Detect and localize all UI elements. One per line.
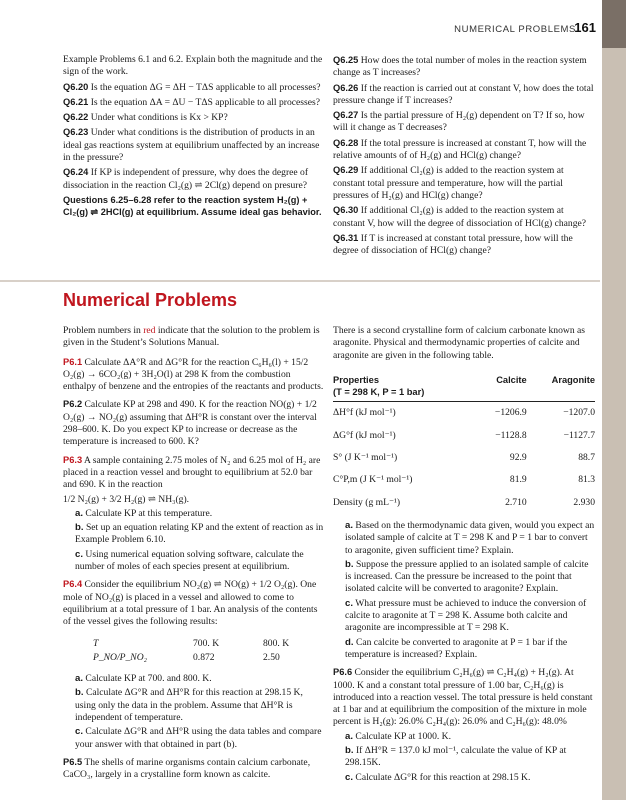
question-item <box>333 109 595 135</box>
sub-question-text: Calculate ΔG°R for this reaction at 298.15 K. <box>355 771 531 783</box>
question-number: Q6.22 <box>63 112 89 123</box>
intro-text: Example Problems 6.1 and 6.2. Explain both the magnitude and the sign of the work. <box>63 54 323 78</box>
table-row <box>333 402 595 425</box>
table-cell: 800. K <box>263 637 290 649</box>
table-row <box>333 492 595 514</box>
table-cell: P_NO/P_NO₂ <box>93 651 147 663</box>
sub-question-label: a. <box>75 673 84 685</box>
sub-question-label: b. <box>345 745 354 757</box>
sub-question <box>63 549 325 574</box>
table-cell: 88.7 <box>578 452 595 464</box>
problem-text: The shells of marine organisms contain calcium carbonate, CaCO₃, largely in a crystalline form known as calcite. <box>63 756 311 781</box>
sub-question-label: c. <box>345 771 354 783</box>
table-row <box>93 651 289 665</box>
sub-question-text: Set up an equation relating KP and the extent of reaction as in Example Problem 6.10. <box>75 522 324 546</box>
problem-6-6-parts <box>333 731 595 784</box>
properties-table <box>333 374 595 514</box>
table-cell: 81.9 <box>509 474 527 486</box>
sub-question-text: Calculate ΔG°R and ΔH°R for this reaction at 298.15 K, using only the data in the problem. Assume that ΔH°R is independent of temperature. <box>75 687 303 724</box>
sub-question-text: Calculate KP at this temperature. <box>85 507 213 519</box>
question-number: Q6.23 <box>63 127 89 138</box>
problem-text: A sample containing 2.75 moles of N₂ and 6.25 mol of H₂ are placed in a reaction vessel and brought to equilibrium at 52.0 bar and 690. K in the reaction <box>63 454 321 491</box>
sub-question <box>333 559 595 596</box>
sub-question-label: a. <box>345 519 354 531</box>
left-question-list <box>63 81 325 192</box>
problem-text: Calculate ΔA°R and ΔG°R for the reaction C₆H₆(l) + 15/2 O₂(g) → 6CO₂(g) + 3H₂O(l) at 298 K from the combustion enthalpy of benzene and the entropies of the reactants and products. <box>63 356 324 393</box>
sub-question <box>333 731 595 743</box>
table-cell: T <box>93 637 99 649</box>
question-item <box>333 137 595 163</box>
page-edge-tab-dark <box>602 0 626 48</box>
question-number: Q6.29 <box>333 165 359 176</box>
question-text: Is the equation ΔG = ΔH − TΔS applicable to all processes? <box>90 81 321 93</box>
problem-6-3-equation: 1/2 N₂(g) + 3/2 H₂(g) ⇌ NH₃(g). <box>63 493 190 505</box>
properties-body <box>333 402 595 514</box>
problems-intro <box>63 325 325 350</box>
question-item <box>333 82 595 108</box>
table-row <box>333 447 595 469</box>
question-number: Q6.30 <box>333 205 359 216</box>
question-item <box>63 126 325 164</box>
table-cell: ΔH°f (kJ mol⁻¹) <box>333 407 396 419</box>
right-question-list <box>333 54 595 257</box>
problem-6-4-parts <box>63 673 325 751</box>
question-item <box>63 81 325 94</box>
table-cell: 0.872 <box>193 651 215 663</box>
problem-6-4 <box>63 578 325 628</box>
sub-question-text: What pressure must be achieved to induce the conversion of calcite to aragonite at T = 298 K. Assume both calcite and aragonite are incompressible at T = 298 K. <box>345 597 587 634</box>
table-cell: 2.710 <box>505 496 527 508</box>
sub-question <box>63 726 325 751</box>
sub-question-label: a. <box>75 507 84 519</box>
sub-question-text: If ΔH°R = 137.0 kJ mol⁻¹, calculate the value of KP at 298.15K. <box>345 745 567 769</box>
sub-question <box>63 673 325 685</box>
problem-6-3 <box>63 454 325 492</box>
question-text: If additional Cl₂(g) is added to the reaction system at constant total pressure and temperature, how will the partial pressures of H₂(g) and HCl(g) change? <box>333 165 564 201</box>
sub-question-text: Calculate KP at 1000. K. <box>355 730 451 742</box>
page-number: 161 <box>574 20 596 35</box>
table-cell: 92.9 <box>509 452 527 464</box>
page-edge-tab <box>602 0 626 800</box>
table-header-row <box>333 374 595 402</box>
problem-text: Consider the equilibrium NO₂(g) ⇌ NO(g) + 1/2 O₂(g). One mole of NO₂(g) is placed in a vessel and allowed to come to equilibrium at a total pressure of 1 bar. An analysis of the contents of the vessel gives the following results: <box>63 579 318 628</box>
problem-number: P6.2 <box>63 399 83 410</box>
question-item <box>63 166 325 192</box>
question-text: If the reaction is carried out at constant V, how does the total pressure change if T increases? <box>333 82 594 106</box>
header-calcite: Calcite <box>477 374 527 402</box>
question-text: If additional Cl₂(g) is added to the reaction system at constant V, how will the degree of dissociation of HCl(g) change? <box>333 205 587 229</box>
question-number: Q6.27 <box>333 110 359 121</box>
question-text: If the total pressure is increased at constant T, how will the relative amounts of of H₂(g) and HCl(g) change? <box>333 137 587 162</box>
sub-question <box>333 520 595 557</box>
sub-question-text: Using numerical equation solving software, calculate the number of moles of each species present at equilibrium. <box>75 548 304 573</box>
question-number: Q6.26 <box>333 82 359 93</box>
problem-6-3-parts <box>63 508 325 573</box>
question-number: Q6.21 <box>63 96 89 107</box>
sub-question-text: Calculate ΔG°R and ΔH°R using the data tables and compare your answer with that obtained in part (b). <box>75 726 322 750</box>
sub-question-label: c. <box>75 726 84 738</box>
question-number: Q6.24 <box>63 167 89 178</box>
question-text: How does the total number of moles in the reaction system change as T increases? <box>333 55 587 79</box>
sub-question-label: c. <box>345 597 354 609</box>
table-cell: ΔG°f (kJ mol⁻¹) <box>333 429 396 441</box>
problem-text: Calculate KP at 298 and 490. K for the reaction NO(g) + 1/2 O₂(g) → NO₂(g) assuming that ΔH°R is constant over the interval 298–600. K. Do you expect KP to increase or decrease as the temperature is increased to 600. K? <box>63 399 317 448</box>
right-top-column <box>333 54 595 259</box>
question-text: If T is increased at constant total pressure, how will the degree of dissociation of HCl(g) change? <box>333 232 573 257</box>
section-title: Numerical Problems <box>63 290 238 310</box>
table-cell: 2.930 <box>573 496 595 508</box>
question-text: Under what conditions is Kx > KP? <box>90 112 228 124</box>
sub-question <box>63 687 325 724</box>
table-cell: 2.50 <box>263 651 280 663</box>
problem-6-5 <box>63 756 325 782</box>
problem-6-2 <box>63 398 325 448</box>
problem-number: P6.5 <box>63 756 83 767</box>
left-top-column <box>63 54 325 221</box>
question-number: Q6.25 <box>333 55 359 65</box>
table-cell: 700. K <box>193 637 220 649</box>
sub-question <box>333 637 595 662</box>
sub-question-text: Can calcite be converted to aragonite at P = 1 bar if the temperature is increased? Explain. <box>345 636 568 660</box>
problem-6-5-parts <box>333 520 595 661</box>
header-conditions: (T = 298 K, P = 1 bar) <box>333 387 425 398</box>
intro-part-b: indicate that the solution to the problem is given in the Student’s Solutions Manual. <box>63 325 320 349</box>
sub-question-label: a. <box>345 730 354 742</box>
sub-question <box>333 598 595 635</box>
question-text: Under what conditions is the distribution of products in an ideal gas reactions system at equilibrium unaffected by an increase in the pressure? <box>63 127 320 164</box>
sub-question-label: b. <box>75 522 84 534</box>
question-text: Is the partial pressure of H₂(g) dependent on T? If so, how will it change as T decreases? <box>333 110 585 134</box>
intro-red-word: red <box>143 325 156 336</box>
question-item <box>63 96 325 109</box>
table-cell: −1207.0 <box>563 407 595 419</box>
sub-question-label: c. <box>75 548 84 560</box>
section-divider <box>0 280 600 282</box>
table-cell: 81.3 <box>578 474 595 486</box>
sub-question <box>333 745 595 770</box>
question-item <box>63 111 325 124</box>
table-row <box>333 425 595 447</box>
running-title: NUMERICAL PROBLEMS <box>454 24 576 35</box>
problem-6-5-continued: There is a second crystalline form of calcium carbonate known as aragonite. Physical and thermodynamic properties of calcite and aragonite are given in the following table. <box>333 325 586 361</box>
table-cell: C°P,m (J K⁻¹ mol⁻¹) <box>333 474 413 486</box>
question-item <box>333 164 595 202</box>
intro-part-a: Problem numbers in <box>63 325 144 336</box>
table-cell: Density (g mL⁻¹) <box>333 496 401 508</box>
table-row <box>93 637 289 651</box>
sub-question <box>63 522 325 547</box>
sub-question <box>333 772 595 784</box>
question-text: Is the equation ΔA = ΔU − TΔS applicable to all processes? <box>90 96 320 108</box>
left-bottom-column <box>63 325 325 784</box>
question-number: Q6.28 <box>333 137 359 148</box>
header-aragonite: Aragonite <box>527 374 595 402</box>
sub-question-label: b. <box>75 687 84 699</box>
bold-note: Questions 6.25–6.28 refer to the reaction system H₂(g) + Cl₂(g) ⇌ 2HCl(g) at equilibrium. Assume ideal gas behavior. <box>63 194 322 218</box>
table-row <box>333 469 595 491</box>
table-cell: −1128.8 <box>495 429 527 441</box>
problem-number: P6.3 <box>63 454 83 465</box>
question-text: If KP is independent of pressure, why does the degree of dissociation in the reaction Cl₂(g) ⇌ 2Cl(g) depend on presure? <box>63 167 309 191</box>
table-cell: S° (J K⁻¹ mol⁻¹) <box>333 452 398 464</box>
right-bottom-column <box>333 325 595 786</box>
problem-number: P6.4 <box>63 579 83 590</box>
question-number: Q6.20 <box>63 81 89 92</box>
problem-number: P6.6 <box>333 667 353 678</box>
question-item <box>333 232 595 258</box>
problem-6-4-table <box>93 637 289 666</box>
sub-question-label: b. <box>345 558 354 570</box>
sub-question <box>63 508 325 520</box>
sub-question-text: Based on the thermodynamic data given, would you expect an isolated sample of calcite at T = 298 K and P = 1 bar to convert to aragonite, given sufficient time? Explain. <box>345 519 595 556</box>
problem-number: P6.1 <box>63 356 83 367</box>
problem-6-6 <box>333 666 595 728</box>
sub-question-label: d. <box>345 636 354 648</box>
sub-question-text: Calculate KP at 700. and 800. K. <box>85 673 212 685</box>
table-cell: −1127.7 <box>563 429 595 441</box>
sub-question-text: Suppose the pressure applied to an isolated sample of calcite is increased. Can the pressure be increased to the point that isolated calcite will be converted to aragonite? Explain. <box>345 558 589 595</box>
table-cell: −1206.9 <box>494 407 527 419</box>
question-item <box>333 54 595 80</box>
header-properties: Properties (T = 298 K, P = 1 bar) <box>333 374 477 402</box>
question-item <box>333 204 595 230</box>
problem-6-1 <box>63 356 325 394</box>
question-number: Q6.31 <box>333 232 359 243</box>
problem-text: Consider the equilibrium C₂H₆(g) ⇌ C₂H₄(g) + H₂(g). At 1000. K and a constant total pressure of 1.00 bar, C₂H₆(g) is introduced into a reaction vessel. The total pressure is held constant at 1 bar and at equilibrium the composition of the mixture in mole percent is H₂(g): 26.0% C₂H₄(g): 26.0% and C₂H₆(g): 48.0% <box>333 667 593 728</box>
